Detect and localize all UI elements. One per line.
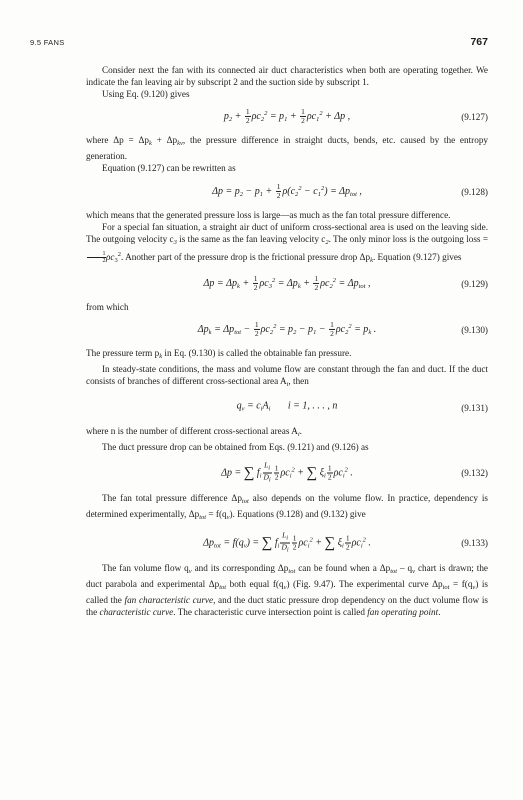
paragraph: The duct pressure drop can be obtained from Eqs. (9.121) and (9.126) as bbox=[102, 442, 369, 453]
section-label: 9.5 FANS bbox=[30, 38, 65, 47]
equation-9-131 bbox=[86, 395, 488, 421]
paragraph: For a special fan situation, a straight air duct of uniform cross-sectional area is used on the leaving side. The outgoing velocity $c_3$ is the same as the fan leaving velocity $c_2$. The only minor loss is the outgoing loss = $\frac{1}{2}$ $\rho c_3^2$. Another part of the pressure drop is the frictional pressure drop $\Delta p_k$. Equation (9.127) gives bbox=[86, 221, 489, 265]
equation-expression: Δp = ∑ $f_i$ $\frac{L_i}{D_i}$ $\frac{1}{2}$ $\rho c_i^2$ + ∑ $\xi_i$ $\frac{1}{2}$ $\rho c_i^2$ . bbox=[221, 460, 353, 483]
equation-number: (9.132) bbox=[461, 467, 488, 478]
paragraph: Consider next the fan with its connected air duct characteristics when both are operating together. We indicate the fan leaving air by subscript 2 and the suction side by subscript 1. bbox=[86, 65, 488, 88]
term-characteristic-curve: characteristic curve bbox=[99, 606, 174, 617]
equation-9-130 bbox=[86, 317, 488, 343]
term-fan-operating-point: fan operating point bbox=[367, 606, 439, 617]
paragraph: The fan total pressure difference $\Delta p_{tot}$ also depends on the volume flow. In practice, dependency is determined experimentally, $\Delta p_{tot} = f(q_v)$. Equations (9.128) and (9.132) give bbox=[86, 492, 489, 521]
page-number: 767 bbox=[470, 36, 488, 48]
paragraph: Equation (9.127) can be rewritten as bbox=[102, 163, 236, 174]
equation-number: (9.129) bbox=[461, 278, 488, 289]
equation-number: (9.130) bbox=[461, 324, 488, 335]
paragraph: Using Eq. (9.120) gives bbox=[102, 89, 190, 100]
equation-expression: $\Delta p = p_2 - p_1$ + $\frac{1}{2}$ $\rho(c_2^2 - c_1^2) = \Delta p_{tot}$ , bbox=[212, 181, 362, 200]
paragraph: The fan volume flow $q_v$ and its corresponding $\Delta p_{tot}$ can be found when a $\Delta p_{tot} - q_v$ chart is drawn; the duct parabola and experimental $\Delta p_{tot}$ both equal $f(q_v)$ (Fig. 9.47). The experimental curve $\Delta p_{tot} = f(q_v)$ is called the fan characteristic curve, and the duct static pressure drop dependency on the duct volume flow is the characteristic curve. The characteristic curve intersection point is called fan operating point. bbox=[86, 562, 489, 617]
equation-expression: $q_v = c_iA_i$ i = 1, . . . , n bbox=[236, 400, 338, 413]
paragraph: where $\Delta p = \Delta p_k + \Delta p_{kv}$, the pressure difference in straight ducts, bends, etc. caused by the entropy generation. bbox=[86, 135, 489, 162]
equation-9-129 bbox=[86, 271, 488, 297]
equation-number: (9.127) bbox=[461, 112, 488, 123]
equation-9-133 bbox=[86, 528, 488, 558]
equation-9-132 bbox=[86, 458, 488, 488]
paragraph: The pressure term $p_k$ in Eq. (9.130) is called the obtainable fan pressure. bbox=[86, 348, 352, 361]
paragraph: from which bbox=[86, 301, 129, 312]
equation-9-127 bbox=[86, 104, 488, 130]
equation-number: (9.128) bbox=[461, 186, 488, 197]
equation-expression: $\Delta p_{tot} = f(q_v)$ = ∑ $f_i$ $\frac{L_i}{D_i}$ $\frac{1}{2}$ $\rho c_i^2$ + ∑ $\xi_i$ $\frac{1}{2}$ $\rho c_i^2$ . bbox=[203, 530, 371, 554]
equation-expression: $\Delta p_k = \Delta p_{tot}$ − $\frac{1}{2}$ $\rho c_2^2 = p_2 - p_1$ − $\frac{1}{2}$ $\rho c_2^2 = p_k$ . bbox=[197, 320, 377, 339]
paragraph: where n is the number of different cross-sectional areas $A_i$. bbox=[86, 426, 302, 439]
equation-number: (9.133) bbox=[461, 537, 488, 548]
equation-9-128 bbox=[86, 179, 488, 205]
running-head bbox=[30, 36, 488, 50]
term-fan-characteristic-curve: fan characteristic curve bbox=[124, 594, 214, 605]
paragraph: which means that the generated pressure loss is large—as much as the fan total pressure difference. bbox=[86, 209, 451, 220]
equation-number: (9.131) bbox=[461, 403, 488, 414]
equation-expression: $\Delta p = \Delta p_k$ + $\frac{1}{2}$ $\rho c_3^2 = \Delta p_k$ + $\frac{1}{2}$ $\rho c_2^2 = \Delta p_{tot}$ , bbox=[203, 274, 371, 293]
equation-expression: $p_2$ + $\frac{1}{2}$ $\rho c_2^2 = p_1$ + $\frac{1}{2}$ $\rho c_1^2 + \Delta p$ , bbox=[223, 107, 351, 126]
paragraph: In steady-state conditions, the mass and volume flow are constant through the fan and duct. If the duct consists of branches of different cross-sectional area $A_i$, then bbox=[86, 364, 488, 389]
body-text bbox=[86, 64, 488, 618]
